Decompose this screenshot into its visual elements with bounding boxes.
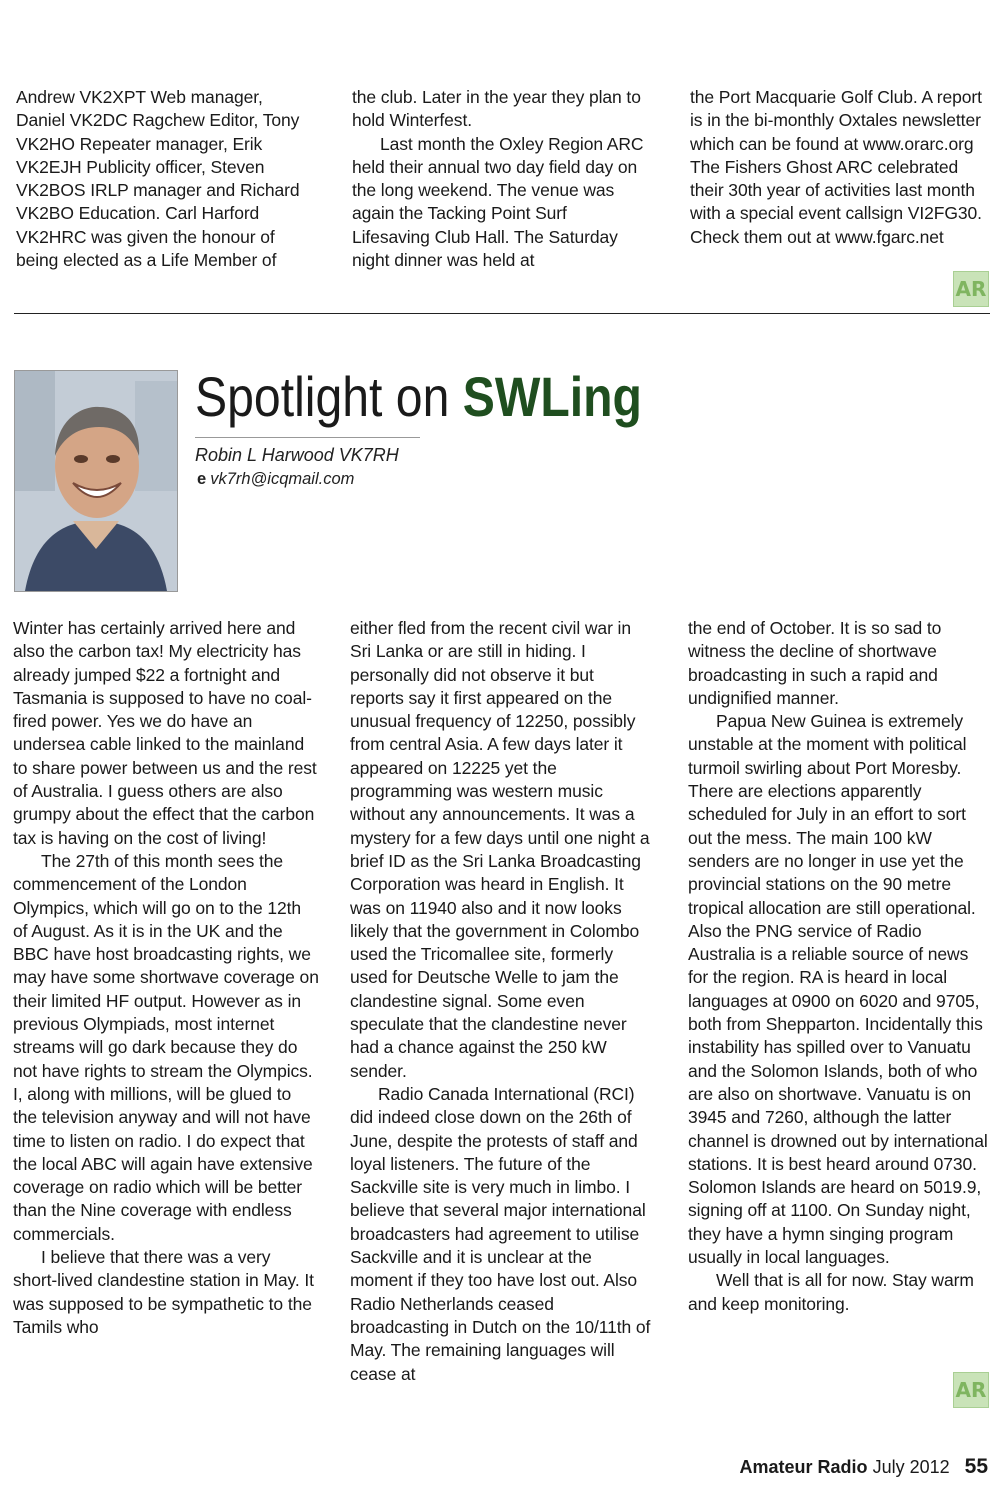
issue-date: July 2012: [872, 1457, 950, 1477]
title-text: Spotlight on: [195, 365, 463, 428]
text-line: VK2BOS IRLP manager and Richard: [16, 180, 300, 201]
magazine-name: Amateur Radio: [739, 1457, 868, 1477]
title-accent: SWLing: [462, 365, 642, 428]
paragraph: The 27th of this month sees the commencement of the London Olympics, which will go on to the 12th of August. As it is in the UK and the BBC have host broadcasting rights, we may have some shortwave coverage on their limited HF output. However as in previous Olympiads, most internet streams will go dark because they do not have rights to stream the Olympics. I, along with millions, will be glued to the television anyway and will not have time to listen on radio. I do expect that the local ABC will again have extensive coverage on radio which will be better than the Nine coverage with endless commercials.: [13, 850, 319, 1244]
email-address: vk7rh@icqmail.com: [210, 470, 355, 488]
top-column-2: [352, 86, 648, 272]
text-line: Daniel VK2DC Ragchew Editor, Tony: [16, 110, 300, 131]
text-line: VK2BO Education. Carl Harford: [16, 203, 260, 224]
title-underline: [195, 437, 420, 438]
author-name: Robin L Harwood VK7RH: [195, 445, 399, 465]
article-end-mark-icon: AR: [953, 1372, 989, 1408]
paragraph: the club. Later in the year they plan to hold Winterfest.: [352, 87, 641, 131]
page-number: 55: [964, 1455, 988, 1478]
body-column-2: [350, 617, 652, 1386]
paragraph: Winter has certainly arrived here and also the carbon tax! My electricity has already jumped $22 a fortnight and Tasmania is supposed to have no coal-fired power. Yes we do have an undersea cable linked to the mainland to share power between us and the rest of Australia. I guess others are also grumpy about the effect that the carbon tax is having on the cost of living!: [13, 618, 317, 848]
paragraph: the Port Macquarie Golf Club. A report is in the bi-monthly Oxtales newsletter which can be found at www.orarc.org The Fishers Ghost ARC celebrated their 30th year of activities last month with a special event callsign VI2FG30. Check them out at www.fgarc.net: [690, 87, 982, 247]
email-prefix: e: [197, 470, 207, 488]
author-photo: [14, 370, 178, 592]
paragraph: Papua New Guinea is extremely unstable at the moment with political turmoil swirling about Port Moresby. There are elections apparently scheduled for July in an effort to sort out the mess. The main 100 kW senders are no longer in use yet the provincial stations on the 90 metre tropical allocation are still operational. Also the PNG service of Radio Australia is a reliable source of news for the region. RA is heard in local languages at 0900 on 6020 and 9705, both from Shepparton. Incidentally this instability has spilled over to Vanuatu and the Solomon Islands, both of who are also on shortwave. Vanuatu is on 3945 and 7260, although the latter channel is drowned out by international stations. It is best heard around 0730. Solomon Islands are heard on 5019.9, signing off at 1100. On Sunday night, they have a hymn singing program usually in local languages.: [688, 711, 988, 1268]
paragraph: Last month the Oxley Region ARC held their annual two day field day on the long weekend. The venue was again the Tacking Point Surf Lifesaving Club Hall. The Saturday night dinner was held at: [352, 133, 644, 271]
paragraph: either fled from the recent civil war in Sri Lanka or are still in hiding. I personally did not observe it but reports say it first appeared on the unusual frequency of 12250, possibly from central Asia. A few days later it appeared on 12225 yet the programming was western music without any announcements. It was a mystery for a few days until one night a brief ID as the Sri Lanka Broadcasting Corporation was heard in English. It was on 11940 also and it now looks likely that the government in Colombo used the Tricomallee site, formerly used for Deutsche Welle to jam the clandestine signal. Some even speculate that the clandestine never had a chance against the 250 kW sender.: [350, 618, 650, 1081]
article-end-mark-icon: AR: [953, 271, 989, 307]
top-column-3: [690, 86, 992, 249]
paragraph: Radio Canada International (RCI) did indeed close down on the 26th of June, despite the protests of staff and loyal listeners. The future of the Sackville site is very much in limbo. I believe that several major international broadcasters had agreement to utilise Sackville and it is unclear at the moment if they too have lost out. Also Radio Netherlands ceased broadcasting in Dutch on the 10/11th of May. The remaining languages will cease at: [350, 1083, 651, 1384]
page-footer: [740, 1455, 988, 1479]
text-line: VK2HRC was given the honour of: [16, 226, 275, 247]
text-line: VK2HO Repeater manager, Erik: [16, 133, 263, 154]
top-column-1: [16, 86, 326, 272]
section-divider: [14, 313, 990, 314]
text-line: Andrew VK2XPT Web manager,: [16, 87, 263, 107]
author-email: [197, 468, 354, 490]
body-column-3: [688, 617, 990, 1316]
paragraph: Well that is all for now. Stay warm and keep monitoring.: [688, 1270, 974, 1314]
text-line: VK2EJH Publicity officer, Steven: [16, 156, 265, 177]
article-title: [195, 362, 642, 432]
paragraph: the end of October. It is so sad to witness the decline of shortwave broadcasting in such a rapid and undignified manner.: [688, 618, 942, 708]
paragraph: I believe that there was a very short-lived clandestine station in May. It was supposed to be sympathetic to the Tamils who: [13, 1247, 314, 1337]
body-column-1: [13, 617, 319, 1339]
text-line: being elected as a Life Member of: [16, 250, 277, 271]
